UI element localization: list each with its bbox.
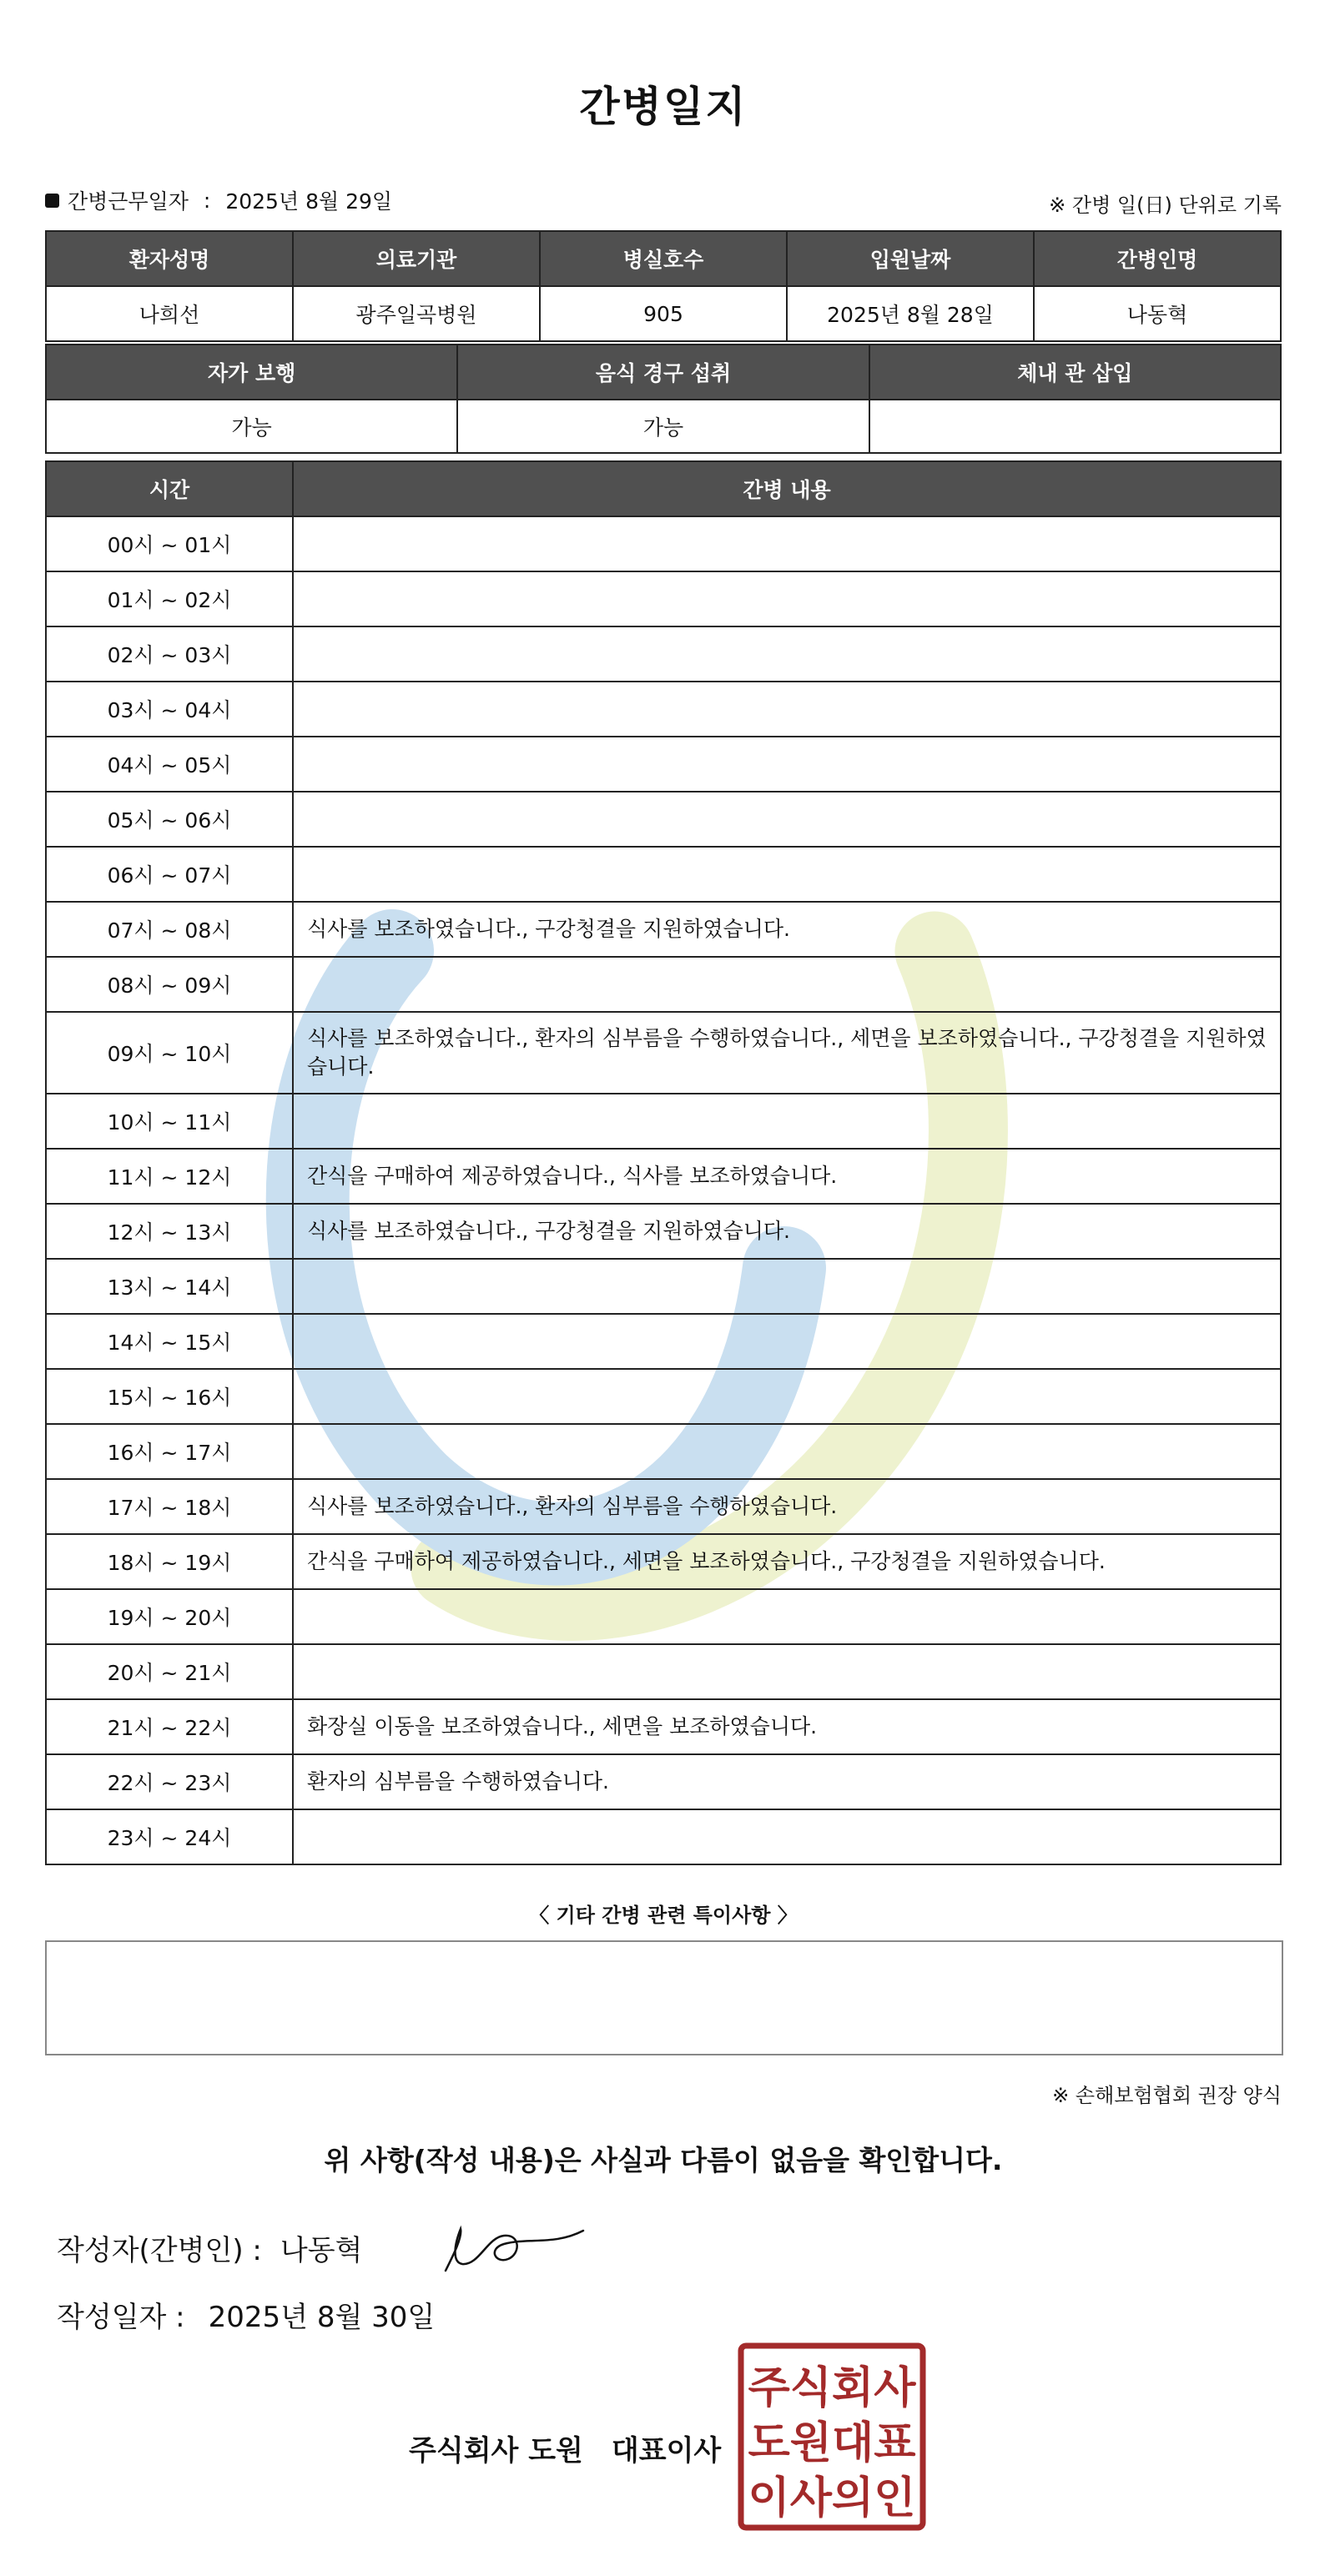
writer-label: 작성자(간병인) : <box>57 2234 262 2267</box>
header-tube-insertion: 체내 관 삽입 <box>869 345 1281 400</box>
table-row <box>46 571 1281 626</box>
table-row <box>46 1424 1281 1479</box>
notes-box <box>45 1940 1283 2055</box>
time-cell: 08시 ~ 09시 <box>46 957 293 1012</box>
work-date-label: 간병근무일자 <box>68 189 189 214</box>
self-walking-value: 가능 <box>46 400 457 453</box>
content-cell <box>293 1259 1281 1314</box>
writer-name: 나동혁 <box>280 2234 363 2267</box>
time-cell: 16시 ~ 17시 <box>46 1424 293 1479</box>
patient-info-table <box>45 230 1282 342</box>
content-cell <box>293 516 1281 571</box>
header-room-number: 병실호수 <box>540 231 787 286</box>
header-caregiver-name: 간병인명 <box>1034 231 1281 286</box>
table-row <box>46 1204 1281 1259</box>
time-cell: 10시 ~ 11시 <box>46 1094 293 1149</box>
content-cell <box>293 1809 1281 1864</box>
seal-line-1: 주식회사 <box>748 2363 916 2413</box>
content-cell <box>293 847 1281 902</box>
company-seal-icon <box>738 2342 926 2531</box>
care-log-table <box>45 460 1282 1865</box>
header-hospital: 의료기관 <box>293 231 540 286</box>
time-cell: 14시 ~ 15시 <box>46 1314 293 1369</box>
time-cell: 23시 ~ 24시 <box>46 1809 293 1864</box>
admission-date: 2025년 8월 28일 <box>787 286 1034 341</box>
header-oral-intake: 음식 경구 섭취 <box>457 345 869 400</box>
table-row <box>46 1589 1281 1644</box>
table-row <box>46 847 1281 902</box>
time-cell: 21시 ~ 22시 <box>46 1699 293 1754</box>
time-cell: 17시 ~ 18시 <box>46 1479 293 1534</box>
signature-icon <box>429 2212 596 2279</box>
meta-row <box>45 182 1282 215</box>
time-cell: 02시 ~ 03시 <box>46 626 293 682</box>
time-cell: 03시 ~ 04시 <box>46 682 293 737</box>
time-cell: 22시 ~ 23시 <box>46 1754 293 1809</box>
content-cell <box>293 1094 1281 1149</box>
company-representative: 주식회사 도원 대표이사 <box>409 2434 722 2468</box>
time-cell: 20시 ~ 21시 <box>46 1644 293 1699</box>
page-title: 간병일지 <box>579 83 748 131</box>
table-row <box>46 1012 1281 1094</box>
table-row <box>46 957 1281 1012</box>
writer-line <box>57 2227 362 2268</box>
time-cell: 05시 ~ 06시 <box>46 792 293 847</box>
form-source-note: ※ 손해보험협회 권장 양식 <box>1052 2084 1282 2107</box>
seal-line-3: 이사의인 <box>748 2473 916 2523</box>
time-cell: 06시 ~ 07시 <box>46 847 293 902</box>
content-cell <box>293 1424 1281 1479</box>
table-row <box>46 1094 1281 1149</box>
content-cell: 식사를 보조하였습니다., 구강청결을 지원하였습니다. <box>293 1204 1281 1259</box>
time-cell: 19시 ~ 20시 <box>46 1589 293 1644</box>
table-row <box>46 792 1281 847</box>
content-cell: 화장실 이동을 보조하였습니다., 세면을 보조하였습니다. <box>293 1699 1281 1754</box>
work-date-separator: : <box>203 188 211 213</box>
time-cell: 11시 ~ 12시 <box>46 1149 293 1204</box>
content-cell <box>293 792 1281 847</box>
table-row <box>46 1644 1281 1699</box>
table-row <box>46 1534 1281 1589</box>
table-row <box>46 1259 1281 1314</box>
content-cell <box>293 957 1281 1012</box>
content-cell: 식사를 보조하였습니다., 환자의 심부름을 수행하였습니다. <box>293 1479 1281 1534</box>
content-cell <box>293 682 1281 737</box>
table-row <box>46 1149 1281 1204</box>
written-date-line <box>57 2294 435 2335</box>
table-row <box>46 1314 1281 1369</box>
header-care-content: 간병 내용 <box>293 461 1281 516</box>
time-cell: 15시 ~ 16시 <box>46 1369 293 1424</box>
content-cell <box>293 571 1281 626</box>
written-date-label: 작성일자 : <box>57 2301 185 2334</box>
notes-title: 〈 기타 간병 관련 특이사항 〉 <box>529 1904 798 1927</box>
confirmation-statement: 위 사항(작성 내용)은 사실과 다름이 없음을 확인합니다. <box>324 2144 1003 2176</box>
content-cell: 식사를 보조하였습니다., 환자의 심부름을 수행하였습니다., 세면을 보조하였습니다., 구강청결을 지원하였습니다. <box>293 1012 1281 1094</box>
table-row <box>46 626 1281 682</box>
time-cell: 01시 ~ 02시 <box>46 571 293 626</box>
header-patient-name: 환자성명 <box>46 231 293 286</box>
content-cell <box>293 1314 1281 1369</box>
time-cell: 04시 ~ 05시 <box>46 737 293 792</box>
time-cell: 00시 ~ 01시 <box>46 516 293 571</box>
room-number: 905 <box>540 286 787 341</box>
time-cell: 18시 ~ 19시 <box>46 1534 293 1589</box>
header-self-walking: 자가 보행 <box>46 345 457 400</box>
square-bullet-icon <box>45 194 59 208</box>
tube-insertion-value <box>869 400 1281 453</box>
patient-name: 나희선 <box>46 286 293 341</box>
header-admission-date: 입원날짜 <box>787 231 1034 286</box>
work-date-value: 2025년 8월 29일 <box>225 189 393 214</box>
table-row <box>46 1699 1281 1754</box>
header-time: 시간 <box>46 461 293 516</box>
content-cell <box>293 737 1281 792</box>
written-date-value: 2025년 8월 30일 <box>208 2301 436 2334</box>
content-cell <box>293 626 1281 682</box>
seal-line-2: 도원대표 <box>748 2418 916 2468</box>
table-row <box>46 1809 1281 1864</box>
content-cell: 환자의 심부름을 수행하였습니다. <box>293 1754 1281 1809</box>
content-cell <box>293 1369 1281 1424</box>
content-cell <box>293 1644 1281 1699</box>
time-cell: 09시 ~ 10시 <box>46 1012 293 1094</box>
table-row <box>46 516 1281 571</box>
hospital-name: 광주일곡병원 <box>293 286 540 341</box>
record-unit-note: ※ 간병 일(日) 단위로 기록 <box>1049 194 1282 217</box>
content-cell <box>293 1589 1281 1644</box>
table-row <box>46 737 1281 792</box>
content-cell: 간식을 구매하여 제공하였습니다., 식사를 보조하였습니다. <box>293 1149 1281 1204</box>
table-row <box>46 682 1281 737</box>
table-row <box>46 902 1281 957</box>
caregiver-name: 나동혁 <box>1034 286 1281 341</box>
oral-intake-value: 가능 <box>457 400 869 453</box>
table-row <box>46 1479 1281 1534</box>
table-row <box>46 1369 1281 1424</box>
content-cell: 식사를 보조하였습니다., 구강청결을 지원하였습니다. <box>293 902 1281 957</box>
table-row <box>46 1754 1281 1809</box>
patient-status-table <box>45 344 1282 454</box>
time-cell: 07시 ~ 08시 <box>46 902 293 957</box>
content-cell: 간식을 구매하여 제공하였습니다., 세면을 보조하였습니다., 구강청결을 지원하였습니다. <box>293 1534 1281 1589</box>
time-cell: 13시 ~ 14시 <box>46 1259 293 1314</box>
time-cell: 12시 ~ 13시 <box>46 1204 293 1259</box>
